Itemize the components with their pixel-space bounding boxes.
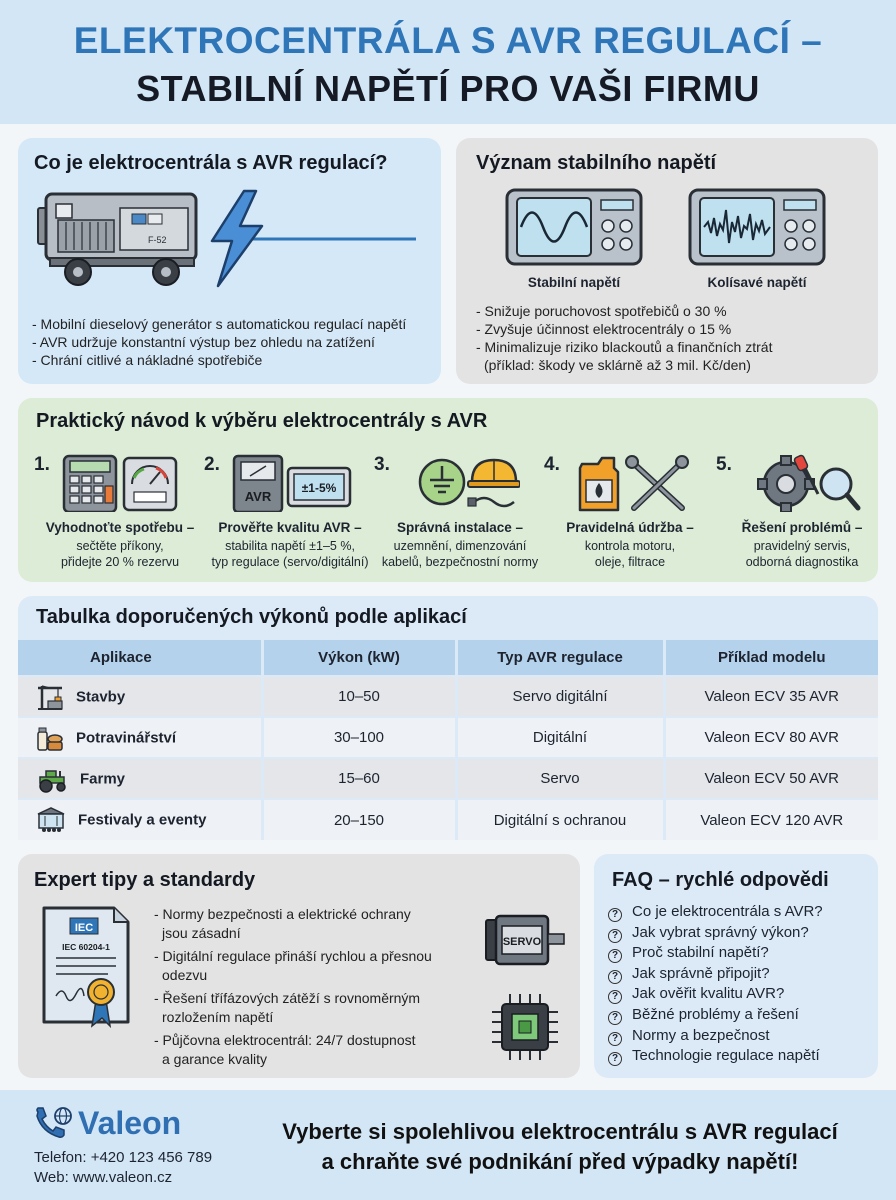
table-title: Tabulka doporučených výkonů podle aplikací (36, 606, 467, 628)
step-1-desc (34, 538, 206, 570)
gear-magnifier-icon (742, 454, 862, 512)
expert-title: Expert tipy a standardy (34, 869, 256, 891)
table-app-name: Festivaly a eventy (78, 811, 207, 829)
table-cell-app (18, 676, 262, 717)
what-is-title: Co je elektrocentrála s AVR regulací? (34, 152, 388, 174)
servo-motor-icon (482, 912, 568, 968)
unstable-oscilloscope-icon (688, 188, 826, 266)
faq-item[interactable] (608, 1026, 823, 1047)
table-header-model: Příklad modelu (664, 640, 878, 676)
brand-logo: Valeon (78, 1105, 182, 1141)
contact-phone[interactable]: Telefon: +420 123 456 789 (34, 1149, 213, 1166)
step-3-title: Správná instalace – (396, 520, 524, 535)
oil-tools-icon (570, 454, 690, 512)
stable-oscilloscope-icon (505, 188, 643, 266)
faq-item[interactable] (608, 943, 823, 964)
what-is-bullets (32, 316, 406, 370)
table-header-type: Typ AVR regulace (456, 640, 664, 676)
step-2-desc-line2: typ regulace (servo/digitální) (211, 555, 369, 569)
page-title-line1: ELEKTROCENTRÁLA S AVR REGULACÍ – (73, 20, 823, 61)
ground-helmet-icon (400, 454, 520, 512)
table-header-row (18, 640, 878, 676)
table-row (18, 676, 878, 717)
expert-tip-1-line2: jsou zásadní (162, 924, 241, 941)
step-1-desc-line2: přidejte 20 % rezervu (60, 555, 180, 569)
crane-icon (36, 683, 64, 711)
step-3-desc-line1: uzemnění, dimenzování (393, 539, 527, 553)
faq-item-label: Jak ověřit kvalitu AVR? (632, 985, 785, 1003)
importance-bullet-1: - Snižuje poruchovost spotřebičů o 30 % (476, 303, 727, 319)
faq-title: FAQ – rychlé odpovědi (612, 869, 829, 891)
step-4-desc-line2: oleje, filtrace (594, 555, 666, 569)
slogan-line1: Vyberte si spolehlivou elektrocentrálu s AVR regulací (282, 1119, 838, 1144)
question-icon: ? (608, 1032, 622, 1046)
faq-item[interactable] (608, 964, 823, 985)
contact-web[interactable]: Web: www.valeon.cz (34, 1169, 173, 1186)
expert-tip-3-line2: rozložením napětí (162, 1008, 274, 1025)
table-cell-model: Valeon ECV 80 AVR (664, 717, 878, 758)
avr-label-text: AVR (244, 489, 272, 504)
step-2-title: Prověřte kvalitu AVR – (218, 520, 362, 535)
expert-tip-3 (154, 990, 432, 1026)
guide-title: Praktický návod k výběru elektrocentrály s AVR (36, 410, 488, 432)
step-5-desc-line2: odborná diagnostika (745, 555, 859, 569)
step-2 (204, 454, 376, 578)
step-3 (374, 454, 546, 578)
faq-item-label: Jak správně připojit? (632, 964, 770, 982)
table-cell-type: Servo (456, 758, 664, 799)
expert-tip-2-line1: - Digitální regulace přináší rychlou a přesnou (154, 948, 432, 964)
faq-item[interactable] (608, 1005, 823, 1026)
phone-globe-icon (32, 1106, 74, 1142)
expert-tips (154, 906, 432, 1069)
question-icon: ? (608, 970, 622, 984)
step-4-number: 4. (544, 454, 560, 475)
stage-icon (36, 806, 66, 834)
step-3-desc-line2: kabelů, bezpečnostní normy (381, 555, 539, 569)
step-3-number: 3. (374, 454, 390, 475)
table-header-app: Aplikace (18, 640, 262, 676)
importance-bullet-3: - Minimalizuje riziko blackoutů a finančních ztrát (476, 339, 773, 355)
step-2-desc (204, 538, 376, 570)
header-banner (0, 0, 896, 124)
expert-tip-1-line1: - Normy bezpečnosti a elektrické ochrany (154, 906, 411, 922)
svg-text:F-52: F-52 (148, 235, 167, 245)
faq-item-label: Normy a bezpečnost (632, 1026, 770, 1044)
step-5-desc (716, 538, 888, 570)
faq-item[interactable] (608, 984, 823, 1005)
what-is-bullet-1: - Mobilní dieselový generátor s automatickou regulací napětí (32, 316, 407, 332)
cert-standard-text: IEC 60204-1 (62, 942, 110, 952)
question-icon: ? (608, 908, 622, 922)
step-4-desc (544, 538, 716, 570)
table-header-power: Výkon (kW) (262, 640, 456, 676)
what-is-bullet-2: - AVR udržuje konstantní výstup bez ohledu na zatížení (32, 334, 375, 350)
expert-tip-1 (154, 906, 432, 942)
importance-title: Význam stabilního napětí (476, 152, 717, 174)
table-app-name: Stavby (76, 688, 126, 705)
generator-icon (36, 186, 426, 290)
table-row (18, 799, 878, 840)
cert-logo-text: IEC (74, 922, 94, 934)
tractor-icon (36, 765, 68, 793)
question-icon: ? (608, 1052, 622, 1066)
faq-item-label: Běžné problémy a řešení (632, 1005, 799, 1023)
table-cell-app (18, 717, 262, 758)
certificate-icon (38, 904, 134, 1032)
table-cell-power: 15–60 (262, 758, 456, 799)
what-is-bullet-3: - Chrání citlivé a nákladné spotřebiče (32, 352, 263, 368)
faq-item[interactable] (608, 923, 823, 944)
faq-item-label: Technologie regulace napětí (632, 1047, 820, 1065)
page-title-line2: STABILNÍ NAPĚTÍ PRO VAŠI FIRMU (136, 68, 760, 109)
step-1-desc-line1: sečtěte příkony, (76, 539, 164, 553)
table-cell-app (18, 799, 262, 840)
faq-item-label: Jak vybrat správný výkon? (632, 923, 809, 941)
table-cell-model: Valeon ECV 120 AVR (664, 799, 878, 840)
step-3-desc (374, 538, 546, 570)
faq-item-label: Co je elektrocentrála s AVR? (632, 903, 823, 920)
step-1 (34, 454, 206, 578)
importance-bullet-4: (příklad: škody ve sklárně až 3 mil. Kč/den) (484, 357, 751, 373)
expert-tip-4-line1: - Půjčovna elektrocentrál: 24/7 dostupnost (154, 1032, 416, 1048)
expert-tip-4 (154, 1032, 432, 1068)
table-row (18, 758, 878, 799)
table-cell-type: Digitální (456, 717, 664, 758)
step-5 (716, 454, 888, 578)
contact-info (34, 1148, 212, 1188)
table-cell-power: 20–150 (262, 799, 456, 840)
faq-list (608, 902, 823, 1067)
expert-tip-2-line2: odezvu (162, 966, 208, 983)
step-5-desc-line1: pravidelný servis, (753, 539, 851, 553)
faq-item[interactable] (608, 902, 823, 923)
slogan-line2: a chraňte své podnikání před výpadky napětí! (321, 1149, 799, 1174)
table-app-name: Farmy (80, 770, 126, 787)
question-icon: ? (608, 949, 622, 963)
servo-label-text: SERVO (502, 936, 542, 948)
question-icon: ? (608, 929, 622, 943)
table-cell-model: Valeon ECV 35 AVR (664, 676, 878, 717)
step-4 (544, 454, 716, 578)
step-5-number: 5. (716, 454, 732, 475)
step-4-desc-line1: kontrola motoru, (584, 539, 676, 553)
step-2-desc-line1: stabilita napětí ±1–5 %, (225, 539, 355, 553)
step-2-number: 2. (204, 454, 220, 475)
expert-tip-3-line1: - Řešení třífázových zátěží s rovnoměrným (154, 990, 421, 1006)
importance-bullets (476, 303, 772, 375)
importance-bullet-2: - Zvyšuje účinnost elektrocentrály o 15 % (476, 321, 732, 337)
calculator-meter-icon (60, 454, 180, 512)
step-1-title: Vyhodnoťte spotřebu – (45, 520, 195, 535)
question-icon: ? (608, 1011, 622, 1025)
table-cell-type: Digitální s ochranou (456, 799, 664, 840)
question-icon: ? (608, 990, 622, 1004)
footer-slogan (230, 1117, 890, 1177)
step-4-title: Pravidelná údržba – (566, 520, 694, 535)
table-cell-power: 30–100 (262, 717, 456, 758)
table-app-name: Potravinářství (76, 729, 177, 746)
expert-tip-2 (154, 948, 432, 984)
step-5-title: Řešení problémů – (741, 520, 863, 535)
stable-voltage-label: Stabilní napětí (527, 275, 621, 290)
faq-item[interactable] (608, 1046, 823, 1067)
step-1-number: 1. (34, 454, 50, 475)
table-cell-model: Valeon ECV 50 AVR (664, 758, 878, 799)
unstable-voltage-label: Kolísavé napětí (707, 275, 807, 290)
table-cell-app (18, 758, 262, 799)
table-row (18, 717, 878, 758)
chip-icon (490, 992, 560, 1062)
expert-tip-4-line2: a garance kvality (162, 1050, 268, 1067)
avr-module-icon (230, 454, 354, 512)
food-icon (36, 724, 64, 752)
power-table (18, 640, 878, 840)
faq-item-label: Proč stabilní napětí? (632, 944, 769, 962)
stability-label-text: ±1-5% (301, 481, 337, 495)
table-cell-type: Servo digitální (456, 676, 664, 717)
table-cell-power: 10–50 (262, 676, 456, 717)
